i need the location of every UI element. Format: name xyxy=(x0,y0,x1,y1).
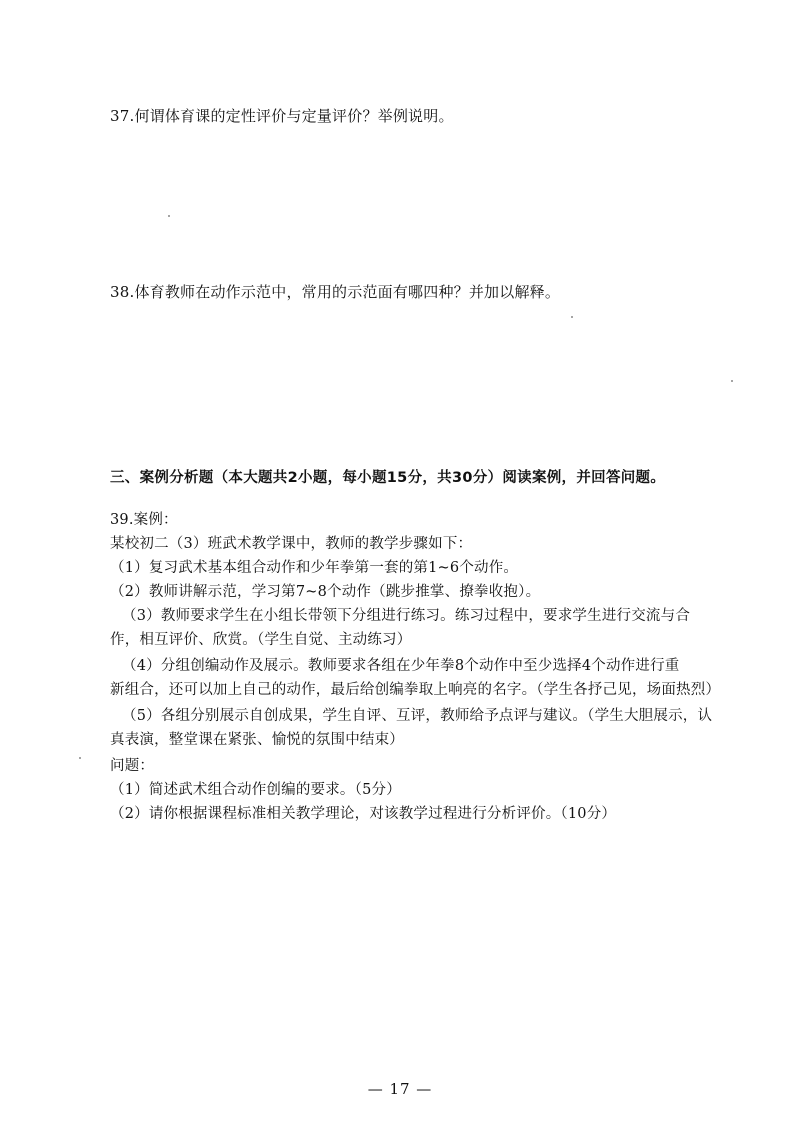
case-step-5-line-2: 真表演，整堂课在紧张、愉悦的氛围中结束） xyxy=(110,732,404,748)
case-step-3-line-2: 作，相互评价、欣赏。（学生自觉、主动练习） xyxy=(110,632,412,648)
scan-speck xyxy=(168,215,170,217)
question-37: 37.何谓体育课的定性评价与定量评价？举例说明。 xyxy=(110,107,454,125)
case-step-1: （1）复习武术基本组合动作和少年拳第一套的第1~6个动作。 xyxy=(110,560,519,576)
case-step-4-line-2: 新组合，还可以加上自己的动作，最后给创编拳取上响亮的名字。（学生各抒己见，场面热烈） xyxy=(110,682,721,698)
page-number: — 17 — xyxy=(367,1080,433,1098)
case-intro: 某校初二（3）班武术教学课中，教师的教学步骤如下： xyxy=(110,536,473,552)
case-sub-question-1: （1）简述武术组合动作创编的要求。（5分） xyxy=(110,782,401,798)
case-questions-label: 问题： xyxy=(110,758,155,774)
section-heading: 三、案例分析题（本大题共2小题，每小题15分，共30分）阅读案例，并回答问题。 xyxy=(110,470,666,486)
case-step-5-line-1: （5）各组分别展示自创成果，学生自评、互评，教师给予点评与建议。（学生大胆展示，认 xyxy=(122,708,713,724)
case-step-4-line-1: （4）分组创编动作及展示。教师要求各组在少年拳8个动作中至少选择4个动作进行重 xyxy=(122,658,680,674)
case-label: 39.案例： xyxy=(110,512,178,528)
question-38: 38.体育教师在动作示范中，常用的示范面有哪四种？并加以解释。 xyxy=(110,283,561,301)
scan-speck xyxy=(731,380,733,382)
scan-speck xyxy=(571,316,573,318)
case-sub-question-2: （2）请你根据课程标准相关教学理论，对该教学过程进行分析评价。（10分） xyxy=(110,806,617,822)
case-step-2: （2）教师讲解示范，学习第7~8个动作（跳步推掌、撩拳收抱）。 xyxy=(110,584,541,600)
case-step-3-line-1: （3）教师要求学生在小组长带领下分组进行练习。练习过程中，要求学生进行交流与合 xyxy=(122,608,691,624)
scan-speck xyxy=(79,757,81,759)
